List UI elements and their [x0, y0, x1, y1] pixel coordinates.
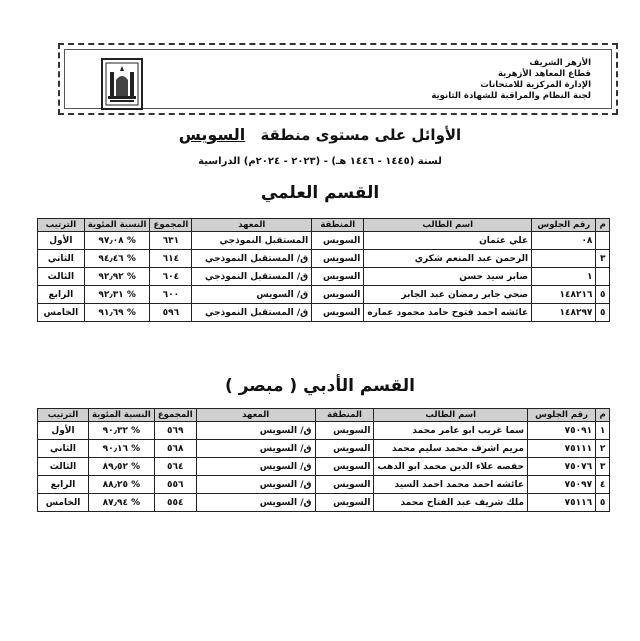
cell-rank: الثالث — [38, 268, 85, 286]
cell-region: السويس — [312, 268, 364, 286]
col-header: رقم الجلوس — [527, 409, 595, 422]
col-header: رقم الجلوس — [532, 219, 596, 232]
cell-rank: الخامس — [38, 304, 85, 322]
table-row — [38, 268, 610, 286]
table-header-row — [38, 219, 610, 232]
col-header: المجموع — [154, 409, 196, 422]
al-azhar-logo-icon — [101, 58, 143, 110]
title-region: السويس — [178, 125, 246, 144]
document-header — [58, 43, 618, 115]
literary-section-heading: القسم الأدبي ( مبصر ) — [225, 376, 415, 396]
table-row — [38, 458, 610, 476]
cell-seat: ١٤٨٢٩٧ — [532, 304, 596, 322]
science-section-heading: القسم العلمي — [260, 183, 380, 203]
cell-name: صحي جابر رمضان عبد الجابر — [364, 286, 532, 304]
cell-n: ٥ — [596, 286, 610, 304]
cell-pct: % ٩١٫٦٩ — [84, 304, 150, 322]
cell-pct: % ٩٤٫٤٦ — [84, 250, 150, 268]
col-header: الترتيب — [38, 409, 89, 422]
col-header: المعهد — [196, 409, 315, 422]
literary-table — [37, 408, 610, 512]
table-row — [38, 250, 610, 268]
institution-line: لجنة النظام والمراقبة للشهادة الثانوية — [431, 91, 591, 101]
institution-line: قطاع المعاهد الأزهرية — [497, 69, 591, 79]
cell-total: ٦١٤ — [150, 250, 192, 268]
cell-total: ٥٦٨ — [154, 440, 196, 458]
col-header: المعهد — [192, 219, 312, 232]
col-header: النسبة المئوية — [84, 219, 150, 232]
table-header-row — [38, 409, 610, 422]
cell-name: مريم اشرف محمد سليم محمد — [374, 440, 528, 458]
cell-total: ٦٠٤ — [150, 268, 192, 286]
cell-total: ٥٥٤ — [154, 494, 196, 512]
table-row — [38, 422, 610, 440]
cell-n: ١ — [596, 422, 610, 440]
cell-name: ملك شريف عبد الفتاح محمد — [374, 494, 528, 512]
institution-block — [431, 58, 591, 102]
cell-inst: ق/ المستقبل النموذجي — [192, 268, 312, 286]
cell-region: السويس — [312, 250, 364, 268]
cell-total: ٥٩٦ — [150, 304, 192, 322]
table-row — [38, 494, 610, 512]
cell-name: حفصه علاء الدين محمد ابو الدهب — [374, 458, 528, 476]
table-row — [38, 232, 610, 250]
cell-pct: % ٨٧٫٩٤ — [89, 494, 155, 512]
cell-rank: الرابع — [38, 286, 85, 304]
cell-seat: ١ — [532, 268, 596, 286]
cell-inst: ق/ السويس — [196, 422, 315, 440]
cell-region: السويس — [315, 476, 374, 494]
cell-name: صابر سيد حسن — [364, 268, 532, 286]
cell-inst: ق/ المستقبل النموذجي — [192, 250, 312, 268]
cell-pct: % ٩٠٫٣٢ — [89, 422, 155, 440]
cell-n — [596, 268, 610, 286]
cell-seat: ٧٥١١١ — [527, 440, 595, 458]
institution-line: الأزهر الشريف — [529, 58, 591, 68]
cell-seat: ٧٥٠٩٧ — [527, 476, 595, 494]
title-main: الأوائل على مستوى منطقة — [260, 126, 462, 144]
col-header: المنطقة — [312, 219, 364, 232]
cell-seat: ٧٥١١٦ — [527, 494, 595, 512]
cell-region: السويس — [315, 494, 374, 512]
cell-name: عائشه احمد محمد احمد السيد — [374, 476, 528, 494]
cell-inst: ق/ السويس — [196, 494, 315, 512]
cell-total: ٥٦٤ — [154, 458, 196, 476]
cell-rank: الرابع — [38, 476, 89, 494]
page-subtitle: لسنة (١٤٤٥ - ١٤٤٦ هـ) - (٢٠٢٣ - ٢٠٢٤م) الدراسية — [198, 156, 442, 167]
col-header: م — [596, 409, 610, 422]
col-header: م — [596, 219, 610, 232]
cell-inst: ق/ السويس — [192, 286, 312, 304]
science-table — [37, 218, 610, 322]
cell-rank: الثاني — [38, 440, 89, 458]
table-row — [38, 304, 610, 322]
col-header: المنطقة — [315, 409, 374, 422]
cell-seat: ١٤٨٢١٦ — [532, 286, 596, 304]
cell-name: علي عثمان — [364, 232, 532, 250]
cell-n: ٣ — [596, 250, 610, 268]
cell-rank: الثاني — [38, 250, 85, 268]
cell-rank: الخامس — [38, 494, 89, 512]
col-header: النسبة المئوية — [89, 409, 155, 422]
cell-inst: ق/ السويس — [196, 476, 315, 494]
cell-rank: الأول — [38, 422, 89, 440]
col-header: اسم الطالب — [364, 219, 532, 232]
cell-pct: % ٩٢٫٣١ — [84, 286, 150, 304]
cell-inst: ق/ المستقبل النموذجي — [192, 304, 312, 322]
col-header: اسم الطالب — [374, 409, 528, 422]
cell-seat: ٧٥٠٧٦ — [527, 458, 595, 476]
cell-name: سما غريب ابو عامر محمد — [374, 422, 528, 440]
cell-region: السويس — [315, 422, 374, 440]
table-row — [38, 476, 610, 494]
cell-seat: ٠٨ — [532, 232, 596, 250]
cell-total: ٦٠٠ — [150, 286, 192, 304]
cell-total: ٦٣١ — [150, 232, 192, 250]
cell-inst: المستقبل النموذجي — [192, 232, 312, 250]
cell-n: ٣ — [596, 458, 610, 476]
cell-n — [596, 232, 610, 250]
cell-pct: % ٨٩٫٥٢ — [89, 458, 155, 476]
cell-seat — [532, 250, 596, 268]
col-header: المجموع — [150, 219, 192, 232]
header-inner-frame — [64, 49, 612, 109]
cell-n: ٢ — [596, 440, 610, 458]
cell-inst: ق/ السويس — [196, 458, 315, 476]
cell-n: ٤ — [596, 476, 610, 494]
cell-inst: ق/ السويس — [196, 440, 315, 458]
table-row — [38, 440, 610, 458]
cell-region: السويس — [312, 304, 364, 322]
cell-rank: الثالث — [38, 458, 89, 476]
cell-region: السويس — [315, 440, 374, 458]
col-header: الترتيب — [38, 219, 85, 232]
cell-name: عائشه احمد فتوح حامد محمود عماره — [364, 304, 532, 322]
page-title — [0, 125, 640, 144]
institution-line: الإدارة المركزية للامتحانات — [480, 80, 591, 90]
cell-pct: % ٩٢٫٩٢ — [84, 268, 150, 286]
cell-region: السويس — [312, 232, 364, 250]
cell-total: ٥٦٩ — [154, 422, 196, 440]
cell-pct: % ٩٧٫٠٨ — [84, 232, 150, 250]
cell-total: ٥٥٦ — [154, 476, 196, 494]
cell-name: الرحمن عبد المنعم شكري — [364, 250, 532, 268]
cell-region: السويس — [315, 458, 374, 476]
cell-region: السويس — [312, 286, 364, 304]
cell-n: ٥ — [596, 304, 610, 322]
table-row — [38, 286, 610, 304]
cell-seat: ٧٥٠٩١ — [527, 422, 595, 440]
cell-pct: % ٨٨٫٢٥ — [89, 476, 155, 494]
cell-n: ٥ — [596, 494, 610, 512]
cell-rank: الأول — [38, 232, 85, 250]
cell-pct: % ٩٠٫١٦ — [89, 440, 155, 458]
